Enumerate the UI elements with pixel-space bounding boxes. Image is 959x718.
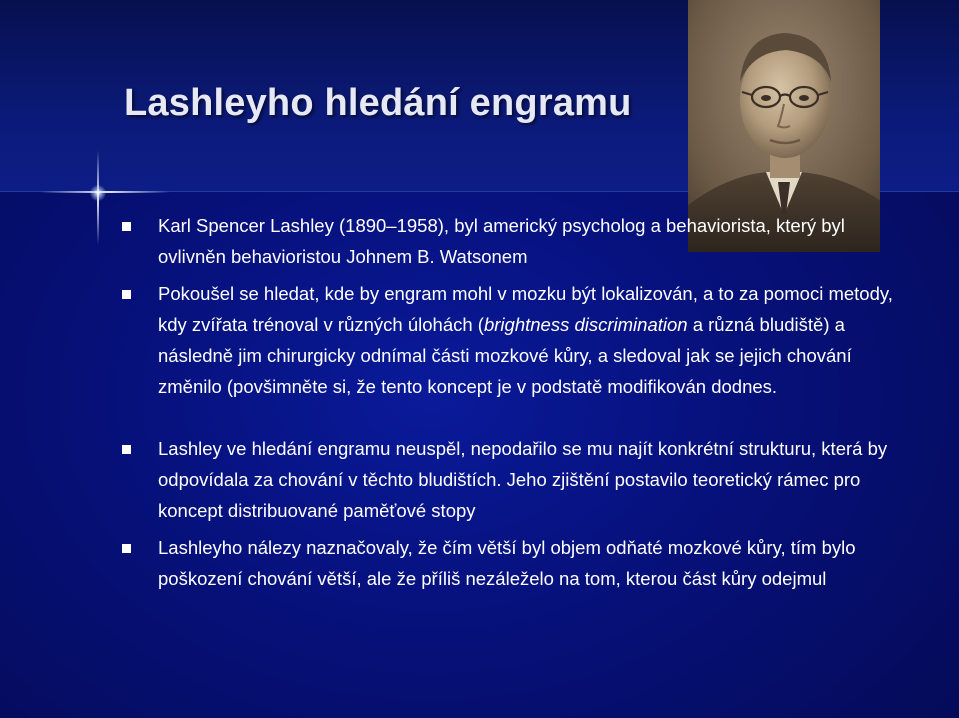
bullet-text: Lashley ve hledání engramu neuspěl, nepodařilo se mu najít konkrétní strukturu, která by odpovídala za chování v těchto bludištích. Jeho zjištění postavilo teoretický rámec pro koncept distribuované paměťové stopy: [158, 438, 888, 521]
bullet-square-icon: [122, 222, 131, 231]
bullet-list: [122, 210, 912, 594]
bullet-text: Pokoušel se hledat, kde by engram mohl v mozku být lokalizován, a to za pomoci metody, kdy zvířata trénoval v různých úlohách (: [158, 283, 893, 335]
bullet-square-icon: [122, 445, 131, 454]
bullet-text: Lashleyho nálezy naznačovaly, že čím větší byl objem odňaté mozkové kůry, tím bylo poškození chování větší, ale že příliš nezáleželo na tom, kterou část kůry odejmul: [158, 537, 856, 589]
bullet-square-icon: [122, 544, 131, 553]
bullet-item: [122, 210, 912, 272]
bullet-text: a různá bludiště) a následně jim chirurgicky odnímal části mozkové kůry, a sledoval jak se jejich chování změnilo (povšimněte si, že tento koncept je v podstatě modifikován dodnes.: [158, 314, 852, 397]
bullet-item: [122, 532, 912, 594]
bullet-item: [122, 278, 912, 402]
bullet-text: Karl Spencer Lashley (1890–1958), byl americký psycholog a behaviorista, který byl ovlivněn behavioristou Johnem B. Watsonem: [158, 215, 845, 267]
slide-title: Lashleyho hledání engramu: [124, 82, 632, 124]
sparkle-decoration-core: [90, 185, 106, 201]
bullet-text-italic: brightness discrimination: [483, 314, 688, 335]
bullet-item: [122, 433, 912, 526]
bullet-square-icon: [122, 290, 131, 299]
